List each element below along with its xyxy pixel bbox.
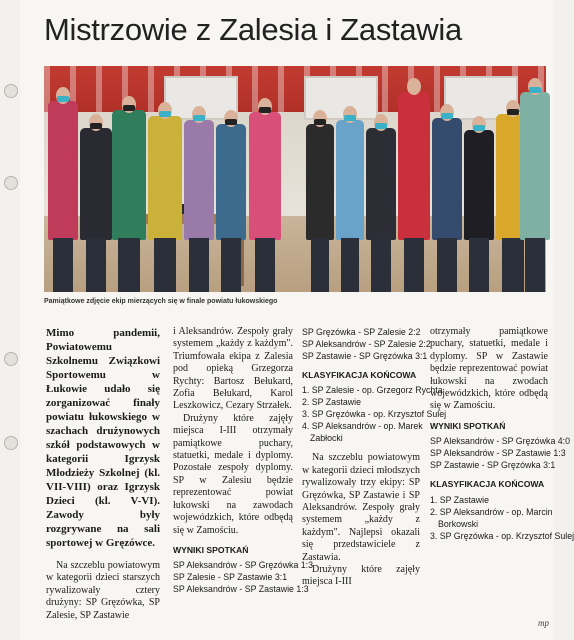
classification-line: 3. SP Gręzówka - op. Krzysztof Sulej [302,409,447,420]
result-line: SP Zastawie - SP Gręzówka 3:1 [302,351,428,361]
body-paragraph: Na szczeblu powiatowym w kategorii dzieci starszych rywalizowały cztery drużyny: SP Gręzówka, SP Zalesie, SP Zastawie [46,560,160,621]
result-line: SP Zalesie - SP Zastawie 3:1 [173,572,288,583]
classification-line: Borkowski [438,518,479,529]
result-line: SP Aleksandrów - SP Zastawie 1:3 [430,448,566,459]
result-line: SP Aleksandrów - SP Gręzówka 4:0 [430,436,571,447]
classification-line: 2. SP Zastawie [302,397,362,408]
author-signature: mp [538,618,549,628]
classification-line: 1. SP Zastawie [430,494,490,505]
classification-line: 4. SP Aleksandrów - op. Marek [302,421,423,432]
result-line: SP Zastawie - SP Gręzówka 3:1 [430,460,556,471]
punch-hole-icon [4,84,18,98]
punch-hole-icon [4,176,18,190]
classification-heading: KLASYFIKACJA KOŃCOWA [430,479,545,490]
person-figure [306,110,334,292]
photo-caption: Pamiątkowe zdjęcie ekip mierzących się w finale powiatu łukowskiego [44,298,278,305]
person-figure [398,78,430,292]
classification-line: 1. SP Zalesie - op. Grzegorz Rychta [302,385,443,396]
result-line: SP Aleksandrów - SP Gręzówka 1:3 [173,560,314,571]
body-paragraph: Na szczeblu powiatowym w kategorii dzieci młodszych rywalizowały trzy ekipy: SP Gręzówka, SP Zastawie i SP Aleksandrów. Zespoły grały systemem „każdy z każdym". Najlepsi okazali się przedstawiciele z Zastawia. [302,452,420,563]
article-headline: Mistrzowie z Zalesia i Zastawia [44,12,462,47]
results-heading: WYNIKI SPOTKAŃ [430,420,506,431]
classification-line: 3. SP Gręzówka - op. Krzysztof Sulej [430,530,574,541]
person-figure [336,106,364,292]
team-photo [44,66,546,292]
lead-paragraph: Mimo pandemii, Powiatowemu Szkolnemu Związkowi Sportowemu w Łukowie udało się zorganizować finały powiatu łukowskiego w szachach drużynowych szkół podstawowych w kategorii Igrzysk Młodzieży Szkolnej (kl. VII-VIII) oraz Igrzysk Dzieci (kl. V-VI). Zawody były rozgrywane na sali sportowej w Gręzówce. [46,327,160,549]
body-paragraph: Drużyny które zajęły miejsca I-III [302,564,420,588]
article-column-1 [46,326,160,622]
article-column-2 [173,326,314,595]
person-figure [80,114,112,292]
punch-hole-icon [4,352,18,366]
body-paragraph: i Aleksandrów. Zespoły grały systemem „każdy z każdym". Triumfowała ekipa z Zalesia pod opieką Grzegorza Rychty: Bartosz Bełukard, Zofia Bełukard, Karol Leszkowicz, Cezary Strzałek. [173,326,293,412]
person-figure [249,98,281,292]
classification-line: Zabłocki [310,433,343,444]
person-figure [432,104,462,292]
person-figure [216,110,246,292]
classification-line: 2. SP Aleksandrów - op. Marcin [430,506,553,517]
body-paragraph: otrzymały pamiątkowe puchary, statuetki, medale i dyplomy. SP w Zastawie będzie reprezentować powiat łukowski na zwodach wojewódzkich, które odbędą się w Zamościu. [430,326,548,412]
person-figure [184,106,214,292]
punch-hole-icon [4,436,18,450]
result-line: SP Aleksandrów - SP Zastawie 1:3 [173,584,309,595]
classification-heading: KLASYFIKACJA KOŃCOWA [302,370,417,380]
person-figure [520,78,550,292]
body-paragraph: Drużyny które zajęły miejsca I-III otrzymały pamiątkowe puchary, statuetki, medale i dyplomy. Pozostałe zespoły dyplomy. SP w Zalesiu będzie reprezentować powiat łukowski na zawodach wojewódzkich, które odbędą się w Zamościu. [173,412,293,536]
article-column-3 [302,326,447,589]
result-line: SP Aleksandrów - SP Zalesie 2:2 [302,339,431,349]
article-column-4 [430,326,574,542]
person-figure [148,102,182,292]
result-line: SP Gręzówka - SP Zalesie 2:2 [302,327,421,337]
person-figure [464,116,494,292]
person-figure [112,96,146,292]
person-figure [366,114,396,292]
person-figure [48,87,78,292]
results-heading: WYNIKI SPOTKAŃ [173,544,249,555]
